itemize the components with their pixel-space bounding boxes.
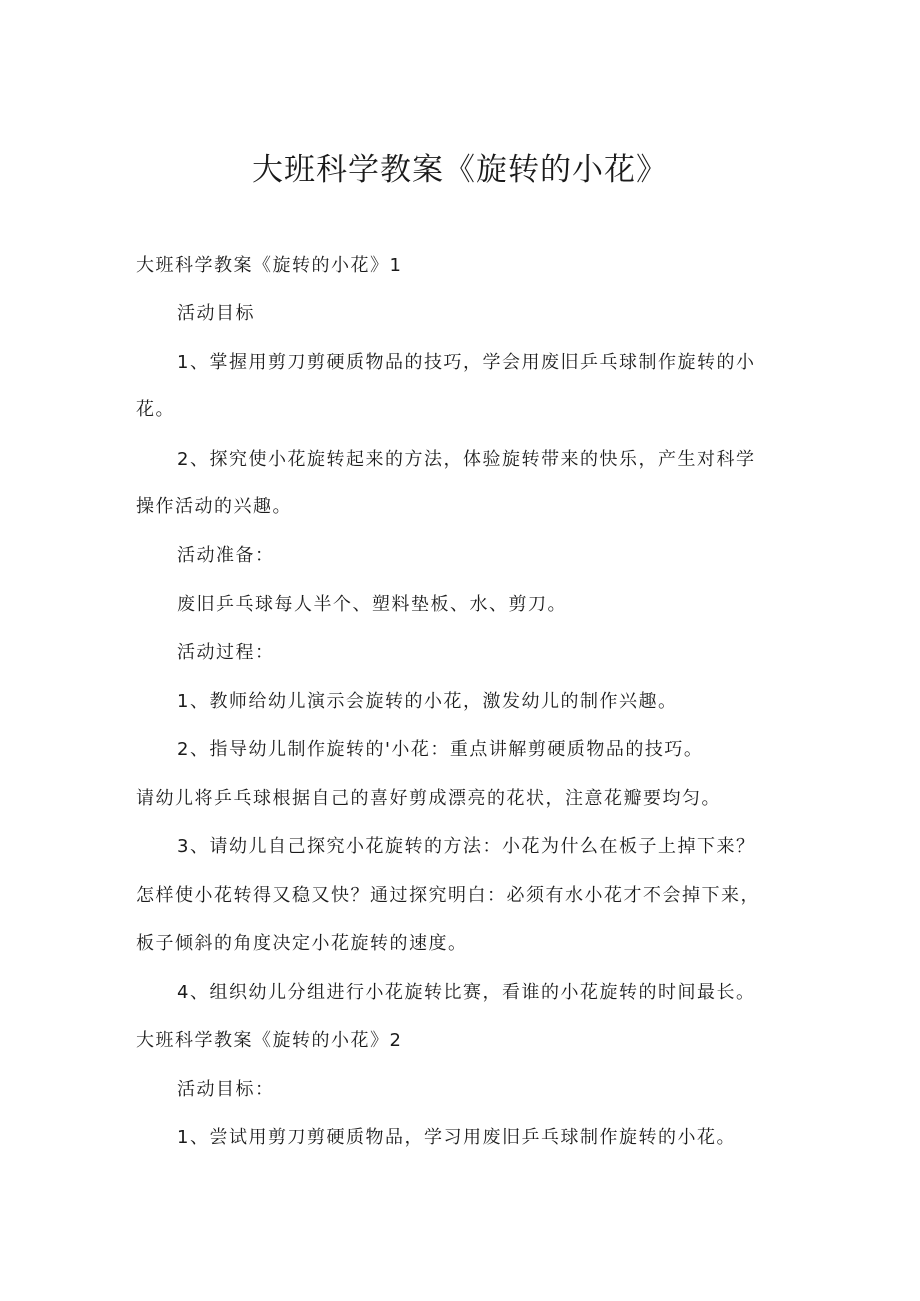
paragraph-line: 1、教师给幼儿演示会旋转的小花，激发幼儿的制作兴趣。 [177, 691, 678, 712]
paragraph-line: 4、组织幼儿分组进行小花旋转比赛，看谁的小花旋转的时间最长。 [177, 982, 756, 1003]
section-heading-1: 大班科学教案《旋转的小花》1 [136, 255, 403, 276]
paragraph-line: 活动准备： [177, 545, 275, 566]
paragraph-line: 2、探究使小花旋转起来的方法，体验旋转带来的快乐，产生对科学 [177, 449, 756, 470]
paragraph-line: 板子倾斜的角度决定小花旋转的速度。 [136, 933, 468, 954]
paragraph-line: 操作活动的兴趣。 [136, 496, 292, 517]
paragraph-line: 1、尝试用剪刀剪硬质物品，学习用废旧乒乓球制作旋转的小花。 [177, 1127, 736, 1148]
paragraph-line: 活动目标 [177, 303, 255, 324]
paragraph-line: 活动过程： [177, 642, 275, 663]
paragraph-line: 1、掌握用剪刀剪硬质物品的技巧，学会用废旧乒乓球制作旋转的小 [177, 352, 756, 373]
paragraph-line: 活动目标： [177, 1079, 275, 1100]
paragraph-line: 花。 [136, 399, 175, 420]
paragraph-line: 2、指导幼儿制作旋转的'小花：重点讲解剪硬质物品的技巧。 [177, 739, 704, 760]
paragraph-line: 3、请幼儿自己探究小花旋转的方法：小花为什么在板子上掉下来？ [177, 836, 756, 857]
paragraph-line: 废旧乒乓球每人半个、塑料垫板、水、剪刀。 [177, 594, 567, 615]
document-title: 大班科学教案《旋转的小花》 [252, 152, 668, 188]
paragraph-line: 请幼儿将乒乓球根据自己的喜好剪成漂亮的花状，注意花瓣要均匀。 [136, 788, 721, 809]
paragraph-line: 怎样使小花转得又稳又快？通过探究明白：必须有水小花才不会掉下来， [136, 885, 760, 906]
section-heading-2: 大班科学教案《旋转的小花》2 [136, 1030, 403, 1051]
